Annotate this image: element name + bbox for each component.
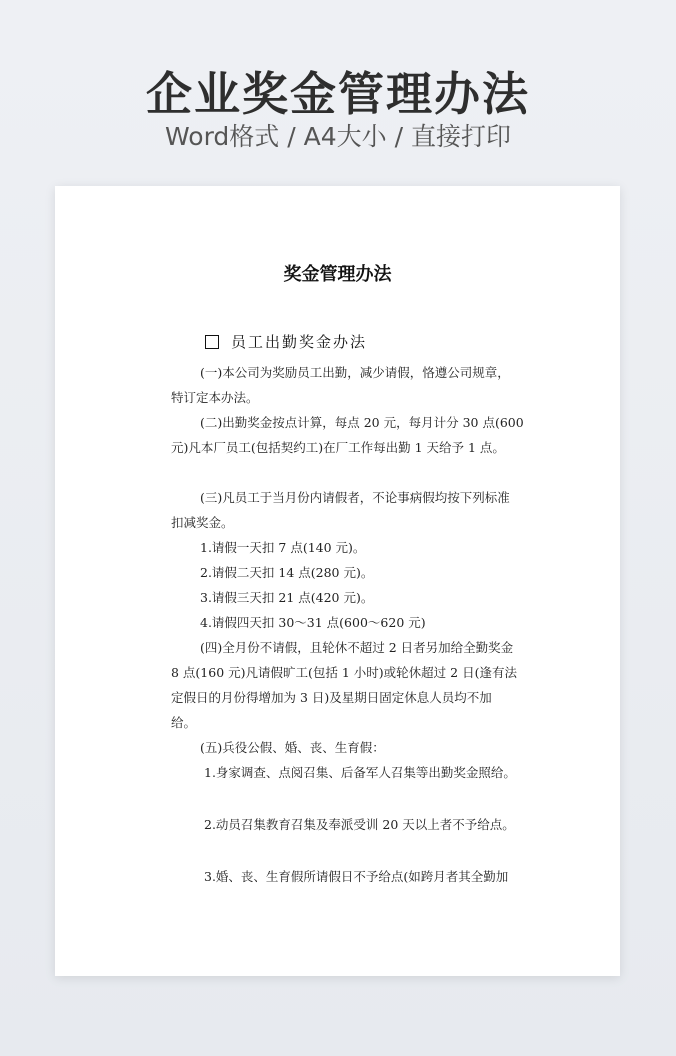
section-heading-text: 员工出勤奖金办法 xyxy=(231,333,368,351)
paragraph-line: 元)凡本厂员工(包括契约工)在厂工作每出勤 1 天给予 1 点。 xyxy=(171,440,505,455)
list-item: 2.动员召集教育召集及奉派受训 20 天以上者不予给点。 xyxy=(204,817,515,832)
paragraph-line: (三)凡员工于当月份内请假者，不论事病假均按下列标准 xyxy=(200,490,510,505)
paragraph-line: (一)本公司为奖励员工出勤，减少请假，恪遵公司规章， xyxy=(200,365,510,380)
list-item: 1.身家调查、点阅召集、后备军人召集等出勤奖金照给。 xyxy=(204,765,516,780)
document-page xyxy=(55,186,620,976)
list-item: 2.请假二天扣 14 点(280 元)。 xyxy=(200,565,374,580)
document-title: 奖金管理办法 xyxy=(283,264,392,285)
paragraph-line: 定假日的月份得增加为 3 日)及星期日固定休息人员均不加 xyxy=(171,690,492,705)
list-item: 4.请假四天扣 30～31 点(600～620 元) xyxy=(200,615,426,630)
list-item: 1.请假一天扣 7 点(140 元)。 xyxy=(200,540,366,555)
paragraph-line: 8 点(160 元)凡请假旷工(包括 1 小时)或轮休超过 2 日(逢有法 xyxy=(171,665,517,680)
paragraph-line: (五)兵役公假、婚、丧、生育假： xyxy=(200,740,385,755)
paragraph-line: 扣减奖金。 xyxy=(171,515,234,530)
paragraph-line: 给。 xyxy=(171,715,197,730)
paragraph-line: (四)全月份不请假，且轮休不超过 2 日者另加给全勤奖金 xyxy=(200,640,514,655)
banner-title: 企业奖金管理办法 xyxy=(146,67,530,121)
paragraph-line: 特订定本办法。 xyxy=(171,390,259,405)
checkbox-icon xyxy=(205,335,219,349)
section-heading xyxy=(205,331,367,352)
banner-subtitle: Word格式 / A4大小 / 直接打印 xyxy=(165,122,511,151)
paragraph-line: (二)出勤奖金按点计算，每点 20 元，每月计分 30 点(600 xyxy=(200,415,524,430)
list-item: 3.请假三天扣 21 点(420 元)。 xyxy=(200,590,374,605)
list-item: 3.婚、丧、生育假所请假日不予给点(如跨月者其全勤加 xyxy=(204,869,509,884)
